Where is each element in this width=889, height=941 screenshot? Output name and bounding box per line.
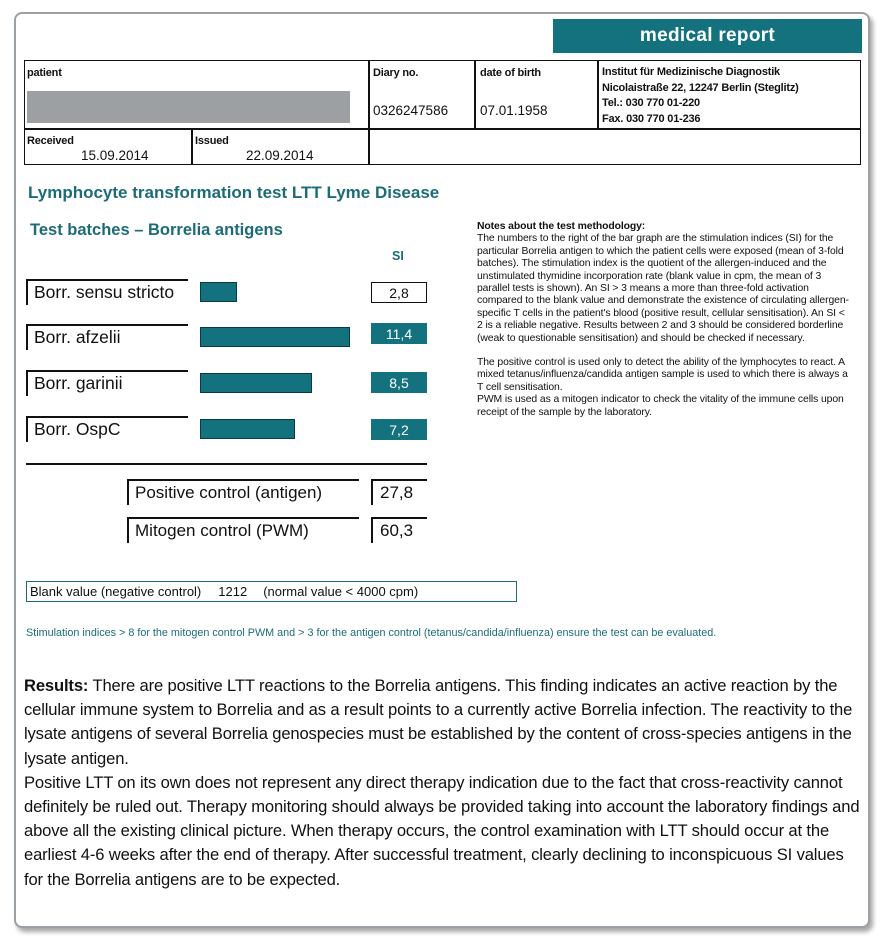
control-value: 60,3: [380, 521, 414, 540]
blank-value-normal: (normal value < 4000 cpm): [263, 584, 419, 599]
si-bar: [200, 373, 312, 393]
si-bar: [200, 419, 295, 439]
results-paragraph: Positive LTT on its own does not represent any direct therapy indication due to the fact that cross-reactivity cannot definitely be ruled out. Therapy monitoring should always be provided taking into account the laboratory findings and above all the existing clinical picture. When therapy occurs, the control examination with LTT should occur at the earliest 4-6 weeks after the end of therapy. After successful treatment, clearly declining to inconspicuous SI values for the Borrelia antigens are to be expected.: [24, 772, 860, 889]
diary-label: Diary no.: [373, 67, 419, 79]
si-value: 2,8: [371, 282, 427, 303]
antigen-name: Borr. garinii: [34, 373, 123, 393]
notes-paragraph: PWM is used as a mitogen indicator to check the vitality of the immune cells upon receipt of the sample by the laboratory.: [477, 394, 844, 418]
antigen-name: Borr. sensu stricto: [34, 282, 175, 302]
si-value: 8,5: [371, 372, 427, 393]
notes-paragraph: The positive control is used only to detect the ability of the lymphocytes to react. A mixed tetanus/influenza/candida antigen sample is used to which there is always a T cell sensitisation.: [477, 357, 848, 393]
si-column-header: SI: [392, 249, 404, 263]
divider: [597, 61, 599, 129]
divider: [191, 128, 193, 165]
dob-value: 07.01.1958: [480, 103, 548, 118]
divider: [368, 128, 370, 165]
separator-line: [26, 463, 427, 465]
institute-line: Fax. 030 770 01-236: [602, 112, 701, 125]
blank-value-number: 1212: [218, 584, 248, 599]
divider: [474, 61, 476, 129]
received-value: 15.09.2014: [81, 148, 149, 163]
notes-title: Notes about the test methodology:: [477, 221, 646, 232]
report-title: Lymphocyte transformation test LTT Lyme Disease: [28, 183, 440, 202]
results-section: [24, 674, 864, 892]
institute-line: Tel.: 030 770 01-220: [602, 97, 700, 109]
institute-line: Institut für Medizinische Diagnostik: [602, 66, 780, 78]
blank-value-label: Blank value (negative control): [30, 584, 202, 599]
control-name: Mitogen control (PWM): [135, 521, 309, 540]
issued-value: 22.09.2014: [246, 148, 314, 163]
control-value: 27,8: [380, 483, 414, 502]
antigen-name: Borr. afzelii: [34, 327, 121, 347]
antigen-row: [26, 324, 188, 350]
si-value: 7,2: [371, 419, 427, 440]
antigen-row: [26, 416, 188, 442]
header-table: [24, 60, 861, 165]
results-label: Results:: [24, 676, 89, 695]
si-bar: [200, 327, 350, 347]
antigen-row: [26, 370, 188, 396]
diary-value: 0326247586: [373, 103, 449, 118]
patient-name-redacted: [27, 91, 350, 123]
dob-label: date of birth: [480, 67, 541, 79]
issued-label: Issued: [195, 135, 229, 147]
blank-value-box: [26, 581, 517, 602]
si-bar: [200, 282, 237, 302]
institute-address: [602, 65, 799, 127]
antigen-row: [26, 279, 188, 305]
patient-label: patient: [27, 67, 62, 79]
divider: [25, 128, 860, 130]
results-paragraph: There are positive LTT reactions to the Borrelia antigens. This finding indicates an active reaction by the cellular immune system to Borrelia and as a result points to a currently active Borrelia infection. The reactivity to the lysate antigens of several Borrelia genospecies must be established by the content of cross-species antigens in the lysate antigen.: [24, 676, 853, 768]
divider: [368, 61, 370, 129]
stimulation-note: Stimulation indices > 8 for the mitogen control PWM and > 3 for the antigen control (tetanus/candida/influenza) ensure the test can be evaluated.: [26, 627, 717, 639]
received-label: Received: [27, 135, 74, 147]
institute-line: Nicolaistraße 22, 12247 Berlin (Steglitz): [602, 81, 799, 94]
methodology-notes: [477, 221, 852, 419]
antigen-name: Borr. OspC: [34, 419, 121, 439]
notes-paragraph: The numbers to the right of the bar graph are the stimulation indices (SI) for the particular Borrelia antigen to which the patient cells were exposed (mean of 3-fold batches). The stimulation index is the quotient of the allergen-induced and the unstimulated thymidine incorporation rate (blank value in cpm, the mean of 3 parallel tests is shown). An SI > 3 means a more than three-fold activation compared to the blank value and demonstrate the existence of circulating allergen-specific T cells in the patient's blood (positive result, cellular sensitisation). An SI < 2 is a reliable negative. Results between 2 and 3 should be considered borderline (weak to questionable sensitisation) and should be checked if necessary.: [477, 233, 849, 344]
si-value: 11,4: [371, 323, 427, 344]
section-subtitle: Test batches – Borrelia antigens: [30, 221, 283, 239]
report-banner: medical report: [553, 19, 862, 53]
control-name: Positive control (antigen): [135, 483, 323, 502]
